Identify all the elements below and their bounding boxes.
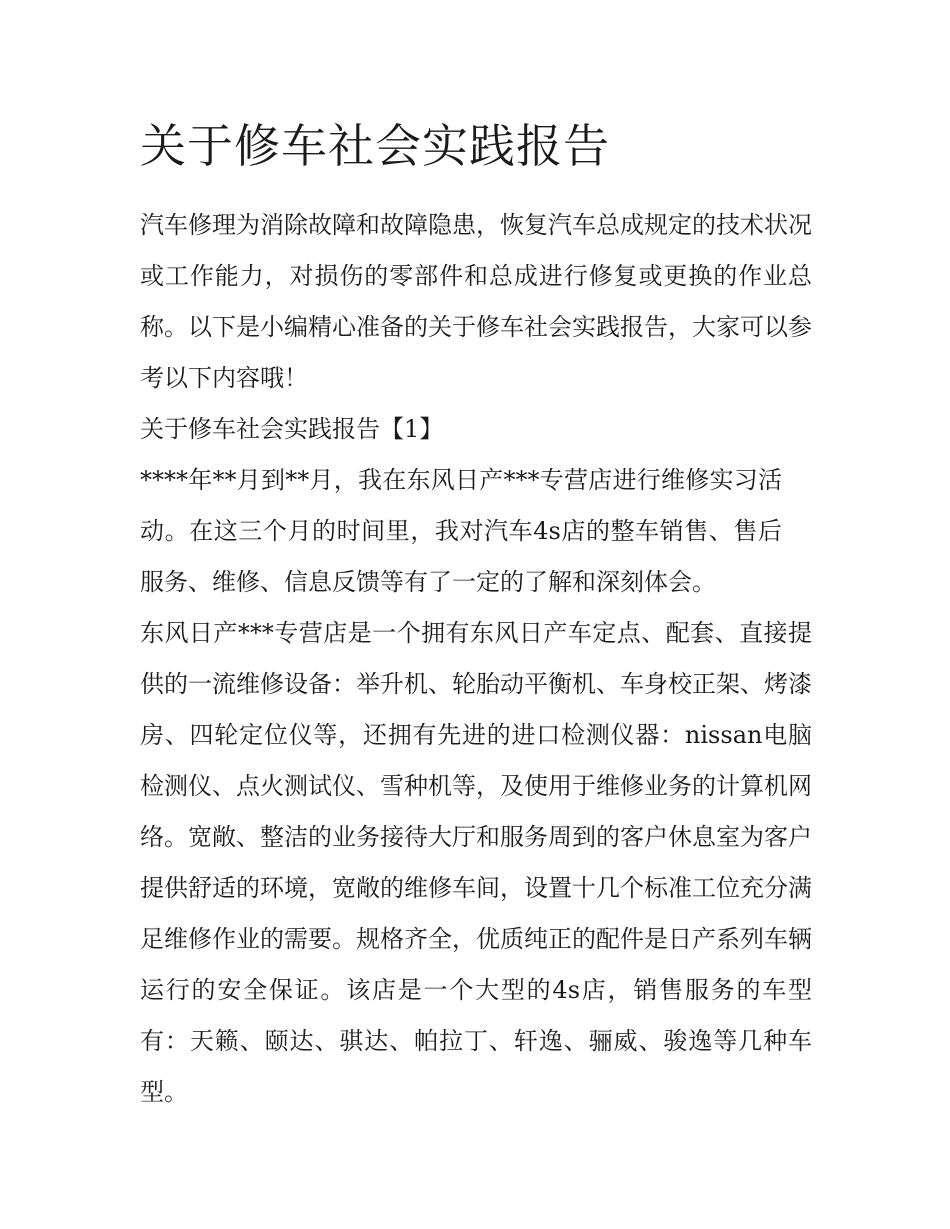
- body-paragraph-2: 东风日产***专营店是一个拥有东风日产车定点、配套、直接提供的一流维修设备：举升机、轮胎动平衡机、车身校正架、烤漆房、四轮定位仪等，还拥有先进的进口检测仪器：nissan电脑检测仪、点火测试仪、雪种机等，及使用于维修业务的计算机网络。宽敞、整洁的业务接待大厅和服务周到的客户休息室为客户提供舒适的环境，宽敞的维修车间，设置十几个标准工位充分满足维修作业的需要。规格齐全，优质纯正的配件是日产系列车辆运行的安全保证。该店是一个大型的4s店，销售服务的车型有：天籁、颐达、骐达、帕拉丁、轩逸、骊威、骏逸等几种车型。: [140, 619, 812, 1106]
- document-title: 关于修车社会实践报告: [140, 119, 610, 173]
- document-page: [140, 112, 812, 1118]
- section-heading: 关于修车社会实践报告【1】: [140, 415, 444, 443]
- intro-paragraph: 汽车修理为消除故障和故障隐患，恢复汽车总成规定的技术状况或工作能力，对损伤的零部件和总成进行修复或更换的作业总称。以下是小编精心准备的关于修车社会实践报告，大家可以参考以下内容哦！: [140, 211, 812, 392]
- body-paragraph-1: ****年**月到**月，我在东风日产***专营店进行维修实习活动。在这三个月的时间里，我对汽车4s店的整车销售、售后服务、维修、信息反馈等有了一定的了解和深刻体会。: [140, 466, 782, 596]
